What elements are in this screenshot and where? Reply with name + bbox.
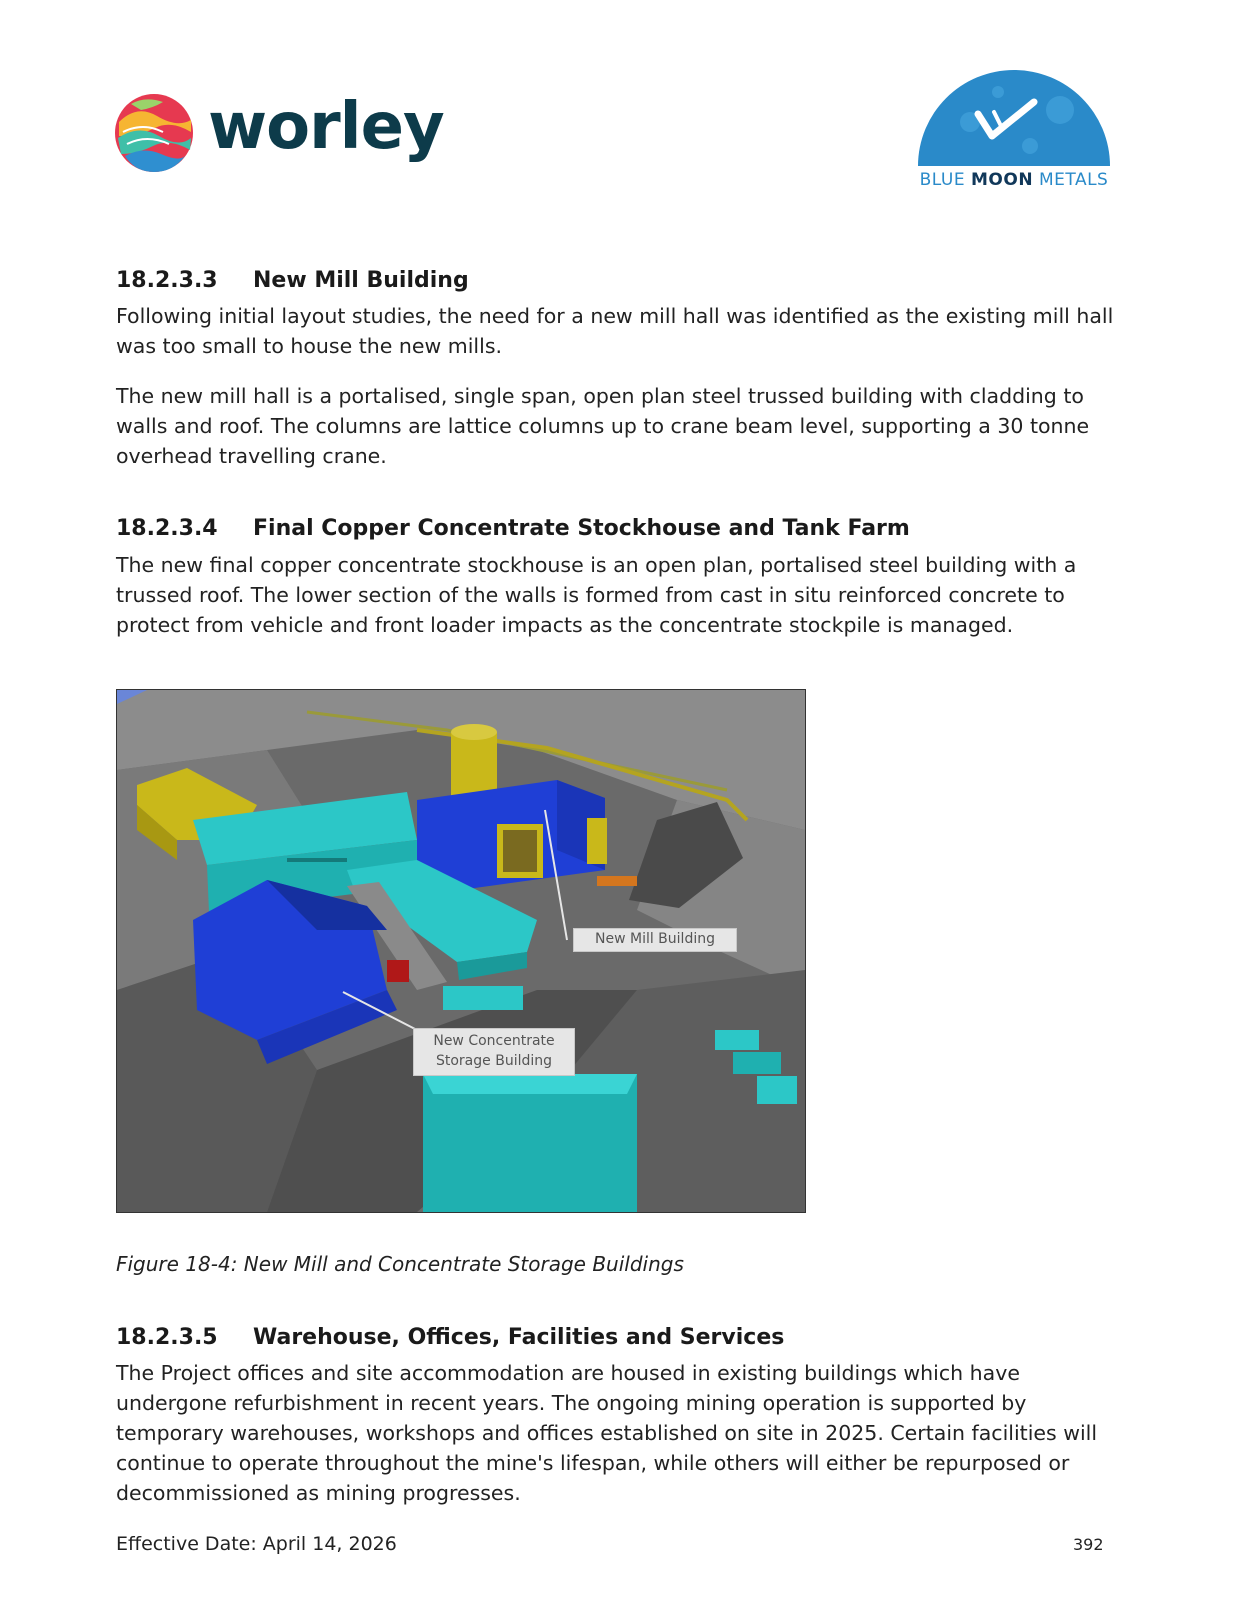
moon-icon: [910, 62, 1118, 166]
blue-moon-metals-logo: [910, 62, 1118, 192]
section-number: 18.2.3.5: [116, 1325, 218, 1350]
callout-new-mill-building: New Mill Building: [573, 928, 737, 952]
paragraph: The new final copper concentrate stockhouse is an open plan, portalised steel building with a trussed roof. The lower section of the walls is formed from cast in situ reinforced concrete to protect from vehicle and front loader impacts as the concentrate stockpile is managed.: [116, 553, 1077, 637]
section-title: New Mill Building: [253, 268, 469, 293]
callout-line: Storage Building: [435, 1053, 553, 1069]
site-layout-render-image: [116, 689, 806, 1213]
worley-swirl-icon: [113, 92, 195, 174]
section-title: Final Copper Concentrate Stockhouse and Tank Farm: [253, 516, 910, 541]
callout-line: New Concentrate: [433, 1033, 555, 1049]
section-heading-18-2-3-5: [116, 1325, 784, 1350]
section-title: Warehouse, Offices, Facilities and Services: [253, 1325, 785, 1350]
section-number: 18.2.3.3: [116, 268, 218, 293]
page-number: 392: [1073, 1535, 1104, 1554]
blue-moon-metals-wordmark: BLUE MOON METALS: [919, 170, 1109, 190]
callout-new-concentrate-storage: [413, 1028, 575, 1076]
worley-wordmark: worley: [208, 90, 444, 164]
effective-date: Effective Date: April 14, 2026: [116, 1533, 397, 1555]
figure-caption: Figure 18-4: New Mill and Concentrate Storage Buildings: [116, 1252, 684, 1276]
paragraph: The Project offices and site accommodation are housed in existing buildings which have undergone refurbishment in recent years. The ongoing mining operation is supported by temporary warehouses, workshops and offices established on site in 2025. Certain facilities will continue to operate throughout the mine's lifespan, while others will either be repurposed or decommissioned as mining progresses.: [116, 1361, 1098, 1505]
paragraph: Following initial layout studies, the need for a new mill hall was identified as the existing mill hall was too small to house the new mills.: [116, 304, 1114, 358]
paragraph: The new mill hall is a portalised, single span, open plan steel trussed building with cladding to walls and roof. The columns are lattice columns up to crane beam level, supporting a 30 tonne overhead travelling crane.: [116, 384, 1090, 468]
worley-logo: [113, 88, 453, 178]
section-heading-18-2-3-3: [116, 268, 469, 293]
section-heading-18-2-3-4: [116, 516, 910, 541]
section-number: 18.2.3.4: [116, 516, 218, 541]
